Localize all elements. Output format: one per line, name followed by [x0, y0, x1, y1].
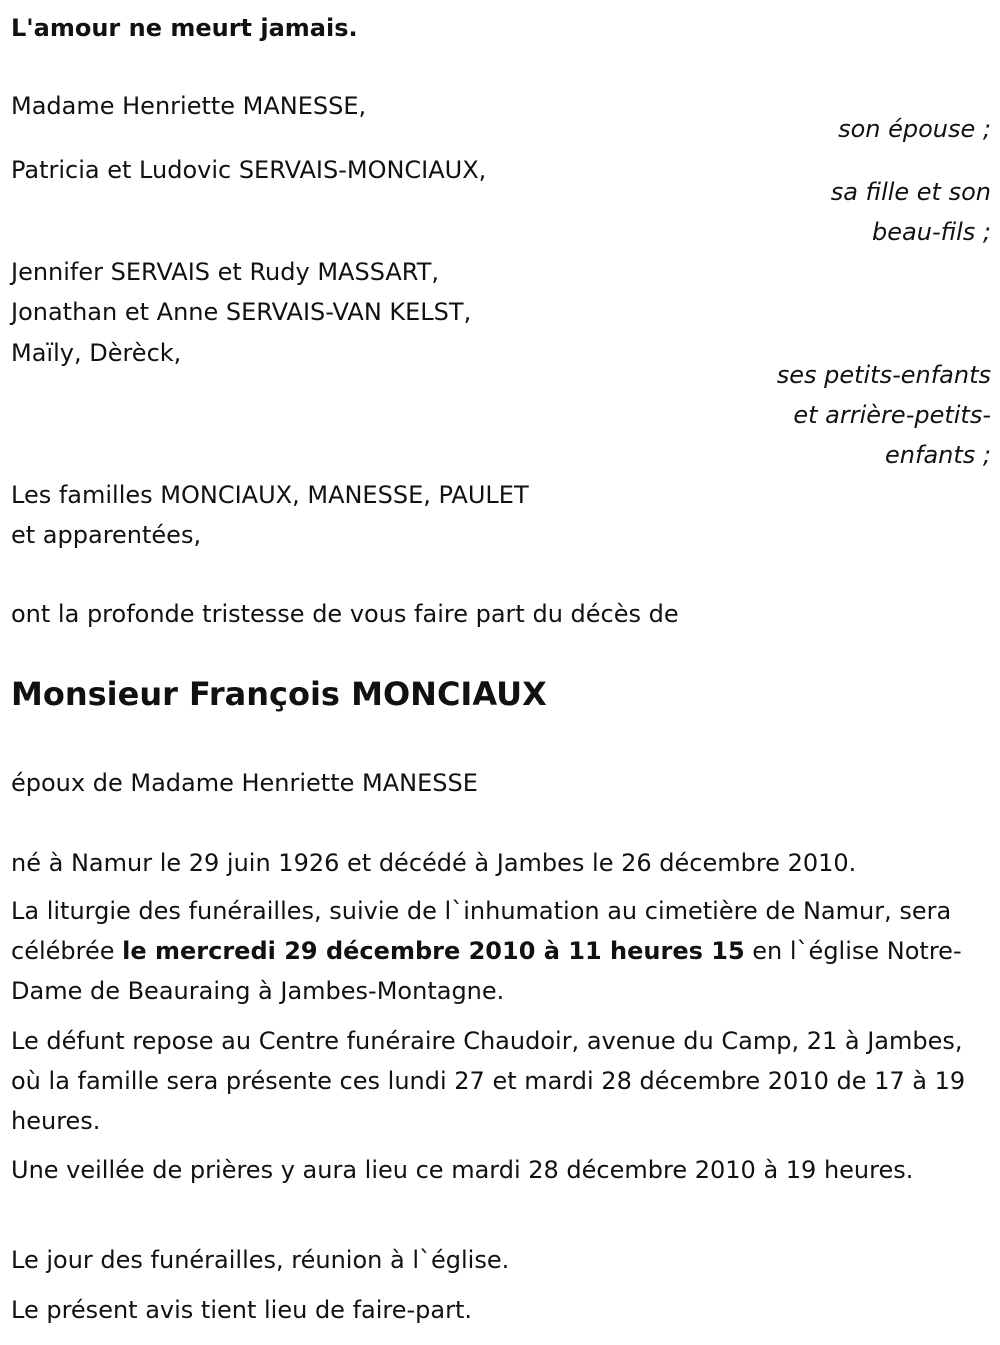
relation: sa fille et son: [830, 178, 991, 206]
family-name: Jennifer SERVAIS et Rudy MASSART,: [11, 258, 440, 286]
liturgy-date: le mercredi 29 décembre 2010 à 11 heures 15: [122, 937, 745, 965]
family-name: et apparentées,: [11, 521, 202, 549]
family-name: Maïly, Dèrèck,: [11, 339, 182, 367]
relation: ses petits-enfants: [776, 361, 991, 389]
birth-death: né à Namur le 29 juin 1926 et décédé à Jambes le 26 décembre 2010.: [11, 849, 857, 877]
relation: son épouse ;: [838, 115, 991, 143]
family-name: Jonathan et Anne SERVAIS-VAN KELST,: [11, 298, 472, 326]
meeting: Le jour des funérailles, réunion à l`église.: [11, 1246, 510, 1274]
relation: et arrière-petits-: [793, 401, 991, 429]
vigil: Une veillée de prières y aura lieu ce mardi 28 décembre 2010 à 19 heures.: [11, 1156, 914, 1184]
motto: L'amour ne meurt jamais.: [11, 14, 358, 42]
family-name: Patricia et Ludovic SERVAIS-MONCIAUX,: [11, 156, 487, 184]
liturgy: [11, 891, 971, 1011]
family-name: Madame Henriette MANESSE,: [11, 92, 367, 120]
spouse: époux de Madame Henriette MANESSE: [11, 769, 478, 797]
relation: beau-fils ;: [872, 218, 991, 246]
relation: enfants ;: [885, 441, 991, 469]
liturgy-place: en l`église Notre-Dame de Beauraing à Jambes-Montagne.: [11, 937, 962, 1005]
liturgy-text: La liturgie des funérailles, suivie de l`inhumation au cimetière de Namur, sera célébrée: [11, 897, 952, 965]
family-name: Les familles MONCIAUX, MANESSE, PAULET: [11, 481, 529, 509]
rest-place: Le défunt repose au Centre funéraire Chaudoir, avenue du Camp, 21 à Jambes, où la famille sera présente ces lundi 27 et mardi 28 décembre 2010 de 17 à 19 heures.: [11, 1027, 966, 1135]
notice: Le présent avis tient lieu de faire-part.: [11, 1296, 473, 1324]
announce: ont la profonde tristesse de vous faire part du décès de: [11, 600, 679, 628]
deceased-name: Monsieur François MONCIAUX: [11, 675, 547, 713]
